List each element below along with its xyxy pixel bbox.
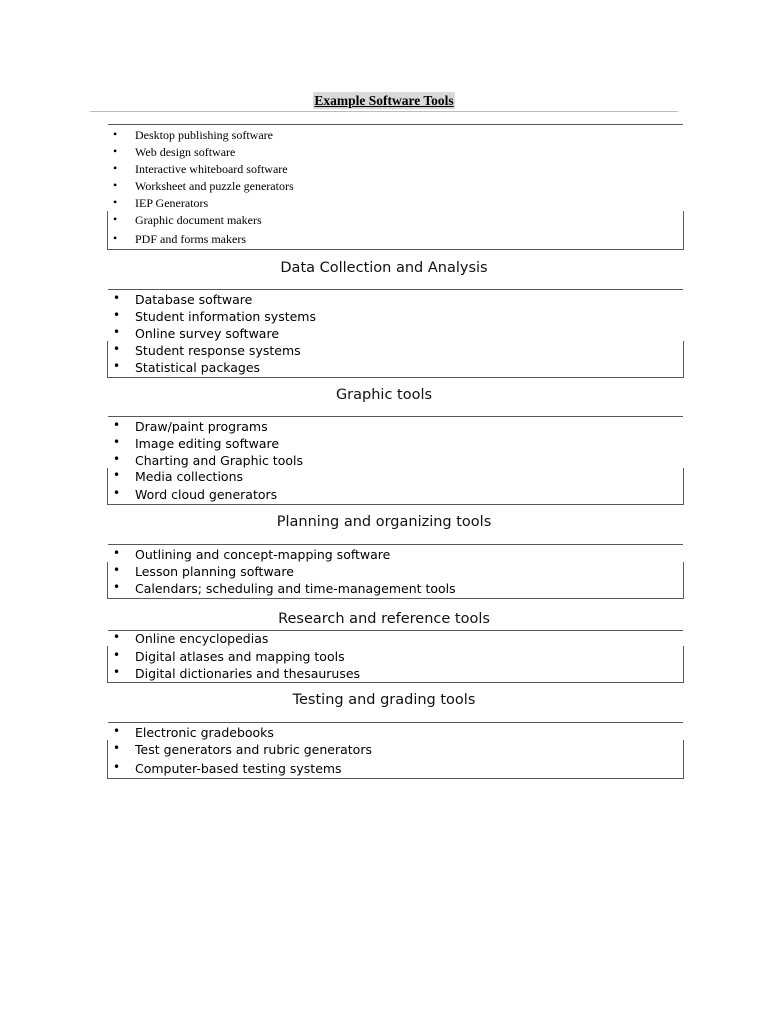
- bullet-icon: •: [113, 291, 121, 305]
- box-right-border: [683, 646, 684, 683]
- bullet-icon: •: [113, 486, 121, 500]
- bullet-icon: •: [113, 546, 121, 560]
- bullet-icon: •: [113, 231, 118, 245]
- bullet-icon: •: [113, 760, 121, 774]
- tool-list-research: • Online encyclopedias • Digital atlases and mapping tools • Digital dictionaries and thesauruses: [108, 630, 683, 683]
- tool-list-graphic-tools: • Draw/paint programs • Image editing software • Charting and Graphic tools • Media collections • Word cloud generators: [108, 416, 683, 505]
- tool-list-testing: • Electronic gradebooks • Test generators and rubric generators • Computer-based testing systems: [108, 722, 683, 779]
- bullet-icon: •: [113, 212, 118, 226]
- section-heading-planning: Planning and organizing tools: [276, 514, 492, 530]
- title-divider: [90, 111, 678, 112]
- box-right-border: [683, 740, 684, 779]
- section-heading-data-collection: Data Collection and Analysis: [280, 260, 488, 276]
- box-left-border: [107, 740, 108, 779]
- section-heading-testing: Testing and grading tools: [292, 692, 476, 708]
- box-right-border: [683, 468, 684, 505]
- bullet-icon: •: [113, 741, 121, 755]
- box-left-border: [107, 468, 108, 505]
- bullet-icon: •: [113, 359, 121, 373]
- box-left-border: [107, 562, 108, 599]
- box-left-border: [107, 646, 108, 683]
- bullet-icon: •: [113, 648, 121, 662]
- bullet-icon: •: [113, 325, 121, 339]
- box-left-border: [107, 341, 108, 378]
- bullet-icon: •: [113, 452, 121, 466]
- bullet-icon: •: [113, 161, 118, 175]
- box-left-border: [107, 211, 108, 250]
- bullet-icon: •: [113, 308, 121, 322]
- box-right-border: [683, 341, 684, 378]
- bullet-icon: •: [113, 468, 121, 482]
- section-heading-graphic-tools: Graphic tools: [335, 387, 433, 403]
- bullet-icon: •: [113, 144, 118, 158]
- document-title-text: Example Software Tools: [314, 93, 454, 108]
- bullet-icon: •: [113, 178, 118, 192]
- section-heading-research: Research and reference tools: [278, 611, 490, 627]
- bullet-icon: •: [113, 563, 121, 577]
- bullet-icon: •: [113, 630, 121, 644]
- bullet-icon: •: [113, 342, 121, 356]
- tool-list-planning: • Outlining and concept-mapping software • Lesson planning software • Calendars; scheduling and time-management tools: [108, 544, 683, 599]
- tool-list-general: • Desktop publishing software • Web design software • Interactive whiteboard software • Worksheet and puzzle generators • IEP Generators • Graphic document makers • PDF and forms makers: [108, 124, 683, 250]
- bullet-icon: •: [113, 435, 121, 449]
- box-right-border: [683, 211, 684, 250]
- document-title: [0, 93, 768, 109]
- bullet-icon: •: [113, 580, 121, 594]
- bullet-icon: •: [113, 665, 121, 679]
- tool-list-data-collection: • Database software • Student information systems • Online survey software • Student response systems • Statistical packages: [108, 289, 683, 378]
- box-right-border: [683, 562, 684, 599]
- bullet-icon: •: [113, 724, 121, 738]
- bullet-icon: •: [113, 127, 118, 141]
- bullet-icon: •: [113, 418, 121, 432]
- bullet-icon: •: [113, 195, 118, 209]
